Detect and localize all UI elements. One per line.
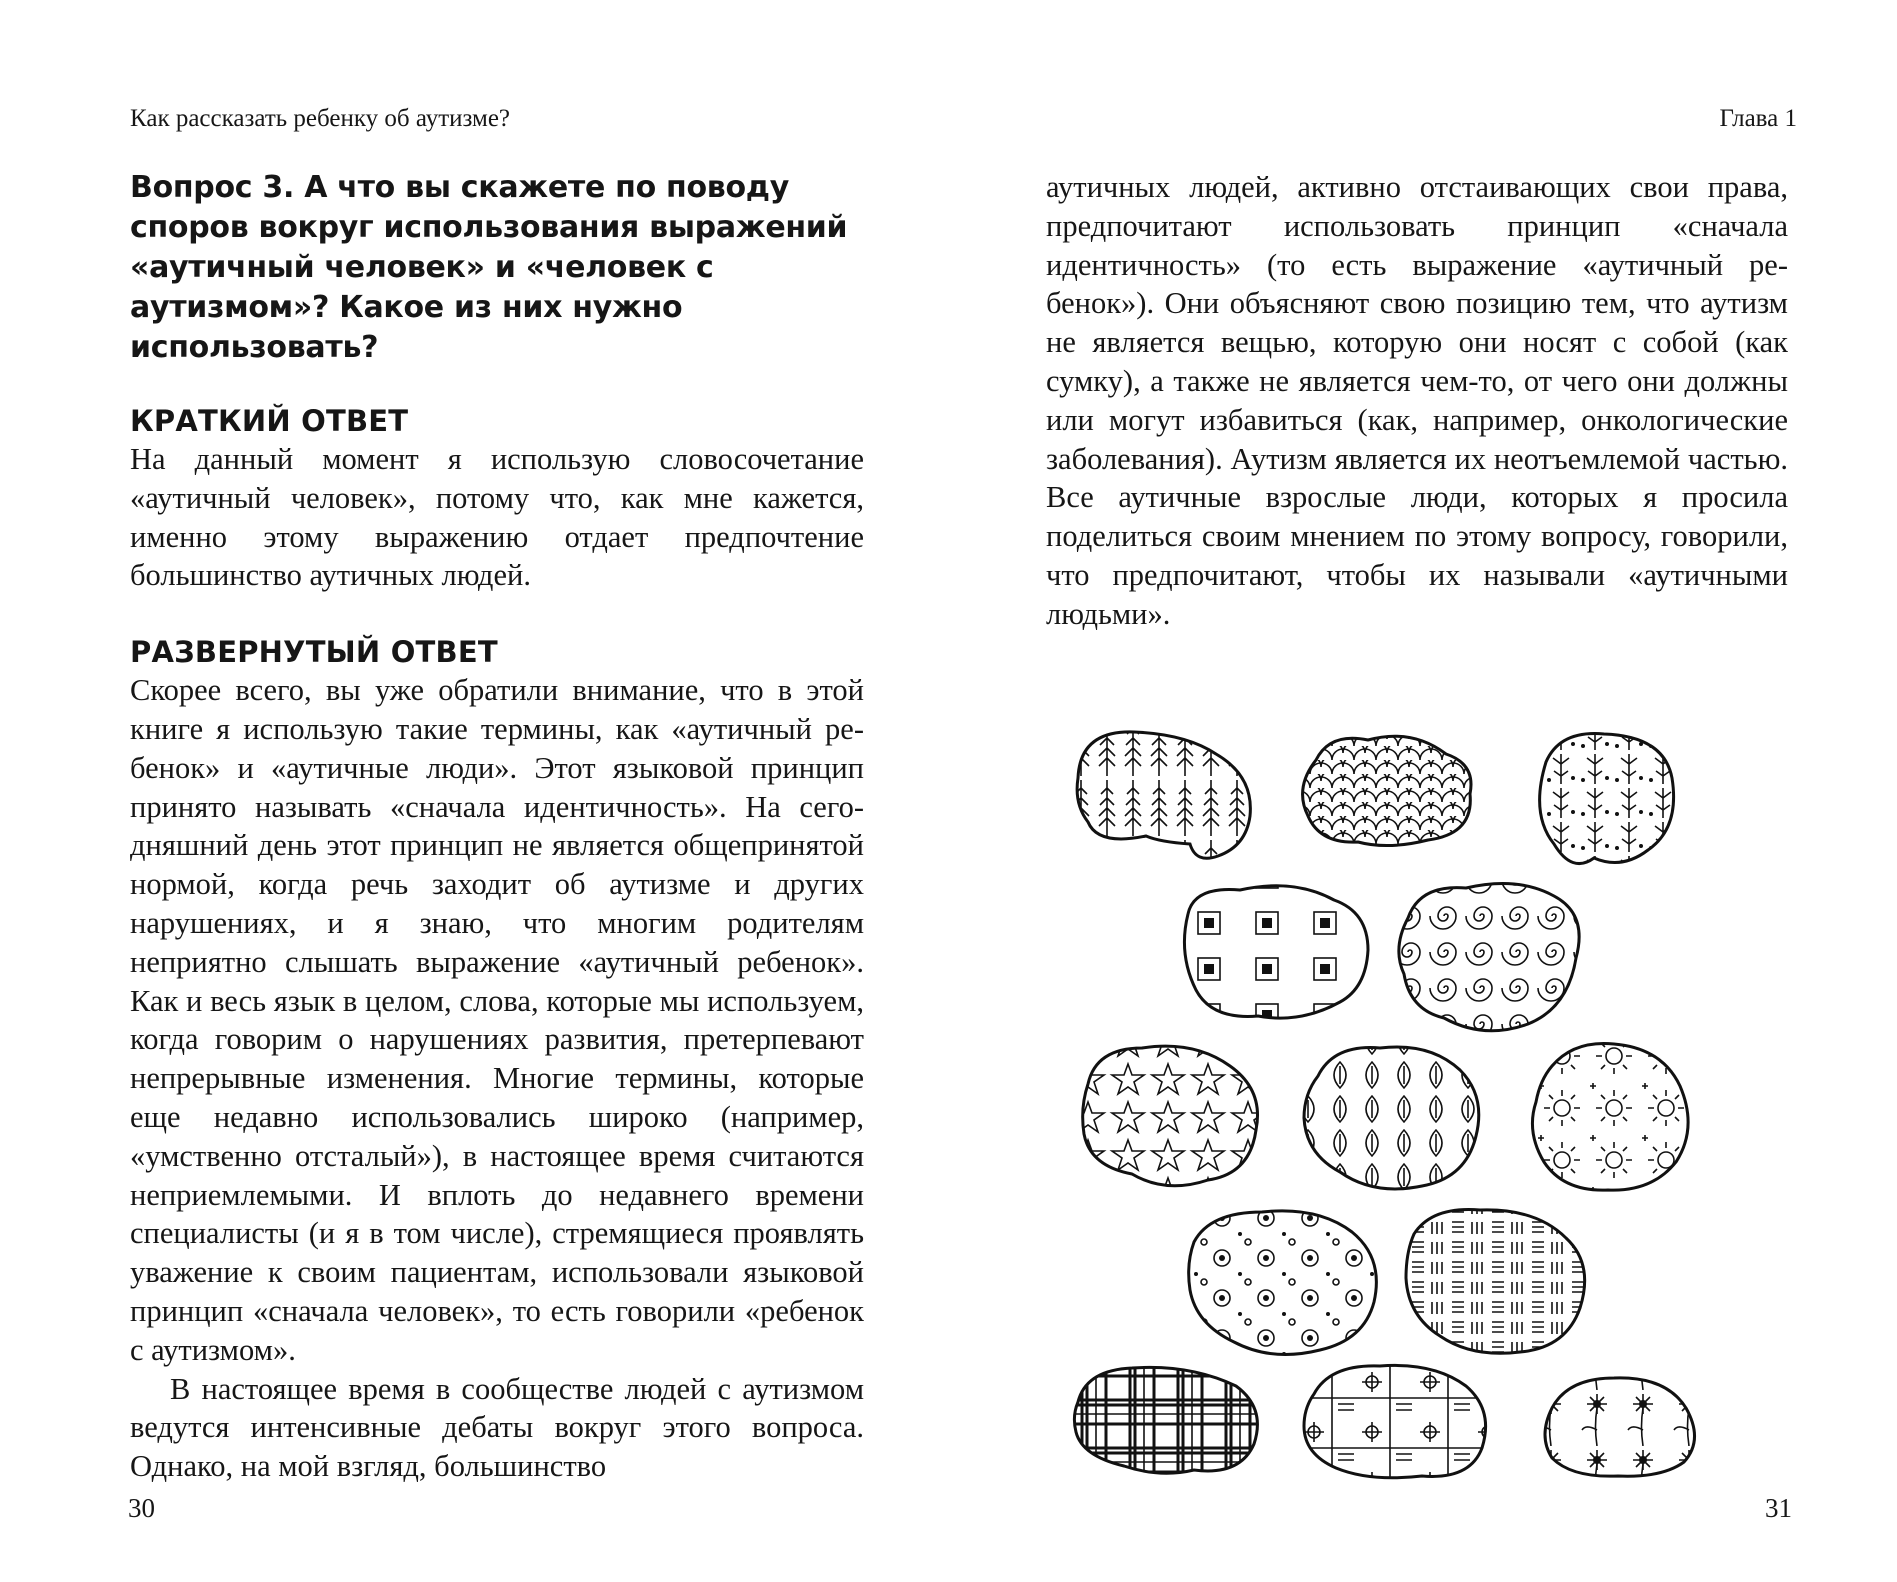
left-page [0, 0, 948, 1582]
page-number-right: 31 [1765, 1493, 1792, 1523]
spacer [130, 595, 864, 633]
patterned-stones-illustration [1068, 718, 1758, 1480]
stone-flowers [1545, 1378, 1695, 1476]
long-answer-title: РАЗВЕРНУТЫЙ ОТВЕТ [130, 635, 498, 670]
running-head-right: Глава 1 [1719, 105, 1797, 132]
right-page [948, 0, 1897, 1582]
left-text-column [130, 168, 864, 1486]
stones-svg [1068, 718, 1758, 1480]
stone-suns [1532, 1043, 1688, 1190]
right-text-column [1046, 168, 1788, 634]
stone-squares [1184, 886, 1368, 1018]
running-head-left: Как рассказать ребенку об аутизме? [130, 105, 511, 132]
stone-circles [1189, 1211, 1377, 1355]
short-answer-title: КРАТКИЙ ОТВЕТ [130, 404, 409, 438]
page-number-left: 30 [128, 1493, 155, 1523]
stone-plaid [1074, 1367, 1257, 1473]
stone-stars [1083, 1046, 1258, 1186]
stone-swirls [1399, 884, 1579, 1031]
stone-leaves [1304, 1047, 1479, 1189]
continuation-paragraph: аутичных людей, активно отстаивающих свои права, предпочитают использовать принцип «сначала идентичность» (то есть выражение «аутичный ребенок»). Они объясняют свою позицию тем, что аутизм не является вещью, которую они носят с собой (как сумку), а также не является чем-то, от чего они должны или могут избавиться (как, например, онкологические заболевания). Аутизм является их неотъемлемой частью. Все аутичные взрослые люди, которых я просила поделиться своим мнением по этому вопросу, говорили, что предпочитают, чтобы их называли «аутичными людьми». [1046, 170, 1788, 631]
short-answer-paragraph: На данный момент я использую словосочетание «аутичный человек», потому что, как мне кажется, именно этому выражению отдает предпочтение большинство аутичных людей. [130, 442, 864, 593]
long-answer-paragraph-1: Скорее всего, вы уже обратили внимание, что в этой книге я использую такие термины, как «аутичный ребенок» и «аутичные люди». Этот языковой принцип принято называть «сначала идентичность». На сегодняшний день этот принцип не является общепринятой нормой, когда речь заходит об аутизме и других нарушениях, и я знаю, что многим родителям неприятно слышать выражение «аутичный ребенок». Как и весь язык в целом, слова, которые мы используем, когда говорим о нарушениях развития, претерпевают непрерывные изменения. Многие термины, которые еще недавно использовались широко (например, «умственно отсталый»), в настоящее время считаются неприемлемыми. И вплоть до недавнего времени специалисты (и я в том числе), стремящиеся проявлять уважение к своим пациентам, использовали языковой принцип «сначала человек», то есть говорили «ребенок с аутизмом». [130, 673, 864, 1367]
stone-scales [1303, 736, 1471, 845]
stone-trees [1077, 732, 1250, 858]
stone-sprigs [1540, 734, 1674, 864]
stone-patchwork [1304, 1365, 1486, 1477]
stone-hatching [1406, 1210, 1585, 1354]
question-heading: Вопрос 3. А что вы скажете по поводу споров вокруг использования выражений «аутичный человек» и «человек с аутизмом»? Какое из них нужно использовать? [130, 170, 848, 365]
long-answer-paragraph-2: В настоящее время в сообществе людей с аутизмом ведутся интенсивные дебаты вокруг этого вопроса. Однако, на мой взгляд, большинство [130, 1371, 864, 1484]
